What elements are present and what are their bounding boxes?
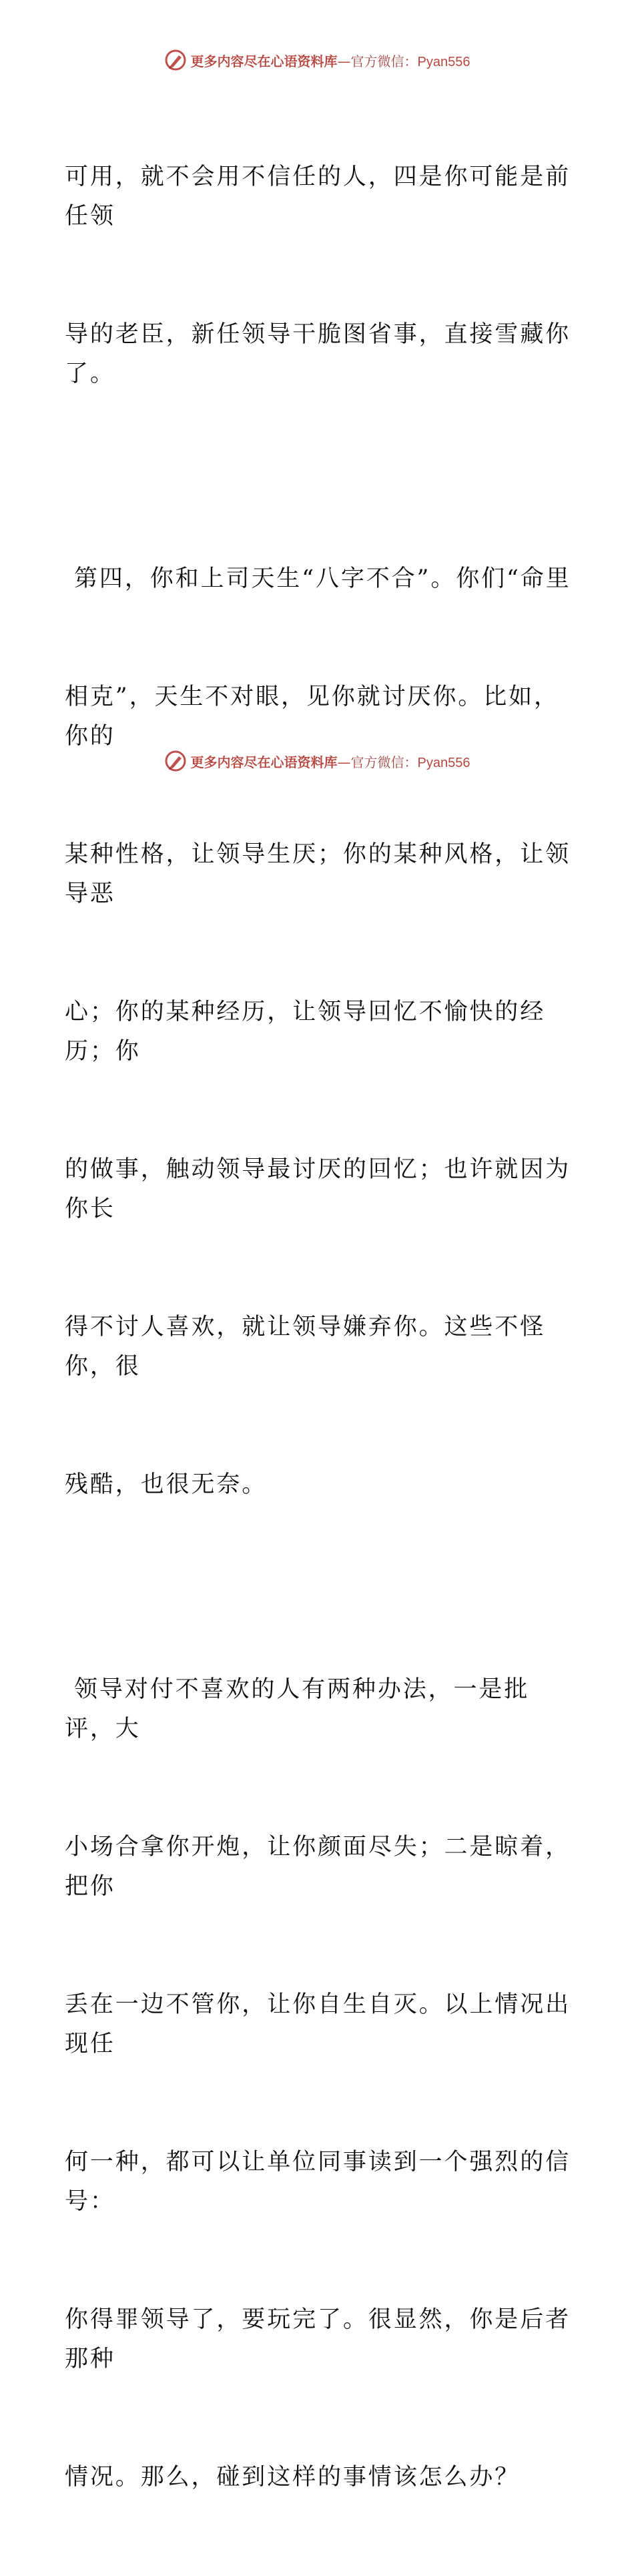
pen-logo-icon <box>164 750 187 772</box>
header-wechat-id: Pyan556 <box>417 54 470 69</box>
paragraph-line: 可用，就不会用不信任的人，四是你可能是前任领 <box>65 164 571 230</box>
paragraph-1 <box>65 79 572 473</box>
paragraph-line: 心；你的某种经历，让领导回忆不愉快的经历；你 <box>65 999 546 1065</box>
paragraph-line: 领导对付不喜欢的人有两种办法，一是批评，大 <box>65 1676 530 1742</box>
paragraph-line: 导的老臣，新任领导干脆图省事，直接雪藏你了。 <box>65 321 571 387</box>
header-separator: — <box>337 53 351 69</box>
paragraph-line: 你得罪领导了，要玩完了。很显然，你是后者那种 <box>65 2306 571 2372</box>
paragraph-line: 第四，你和上司天生“八字不合”。你们“命里 <box>65 565 571 592</box>
paragraph-line: 某种性格，让领导生厌；你的某种风格，让领导恶 <box>65 841 571 907</box>
paragraph-line: 相克”，天生不对眼，见你就讨厌你。比如，你的 <box>65 684 559 750</box>
document-body <box>65 79 572 2576</box>
paragraph-line: 情况。那么，碰到这样的事情该怎么办？ <box>65 2464 521 2491</box>
paragraph-line: 丢在一边不管你，让你自生自灭。以上情况出现任 <box>65 1991 571 2057</box>
page-footer-banner <box>0 748 634 774</box>
footer-wechat-label: 官方微信： <box>350 754 418 770</box>
paragraph-2 <box>65 481 572 1583</box>
page-header-banner <box>0 47 634 73</box>
paragraph-line: 得不讨人喜欢，就让领导嫌弃你。这些不怪你，很 <box>65 1314 546 1380</box>
pen-logo-icon <box>164 49 187 71</box>
footer-wechat-id: Pyan556 <box>417 755 470 770</box>
paragraph-3 <box>65 1591 572 2576</box>
paragraph-line: 何一种，都可以让单位同事读到一个强烈的信号： <box>65 2149 571 2215</box>
footer-separator: — <box>337 754 351 770</box>
header-title: 更多内容尽在心语资料库 <box>190 53 338 69</box>
paragraph-line: 的做事，触动领导最讨厌的回忆；也许就因为你长 <box>65 1156 571 1222</box>
paragraph-line: 小场合拿你开炮，让你颜面尽失；二是晾着，把你 <box>65 1834 571 1900</box>
paragraph-line: 残酷，也很无奈。 <box>65 1471 268 1498</box>
footer-title: 更多内容尽在心语资料库 <box>190 754 338 770</box>
header-wechat-label: 官方微信： <box>350 53 418 69</box>
